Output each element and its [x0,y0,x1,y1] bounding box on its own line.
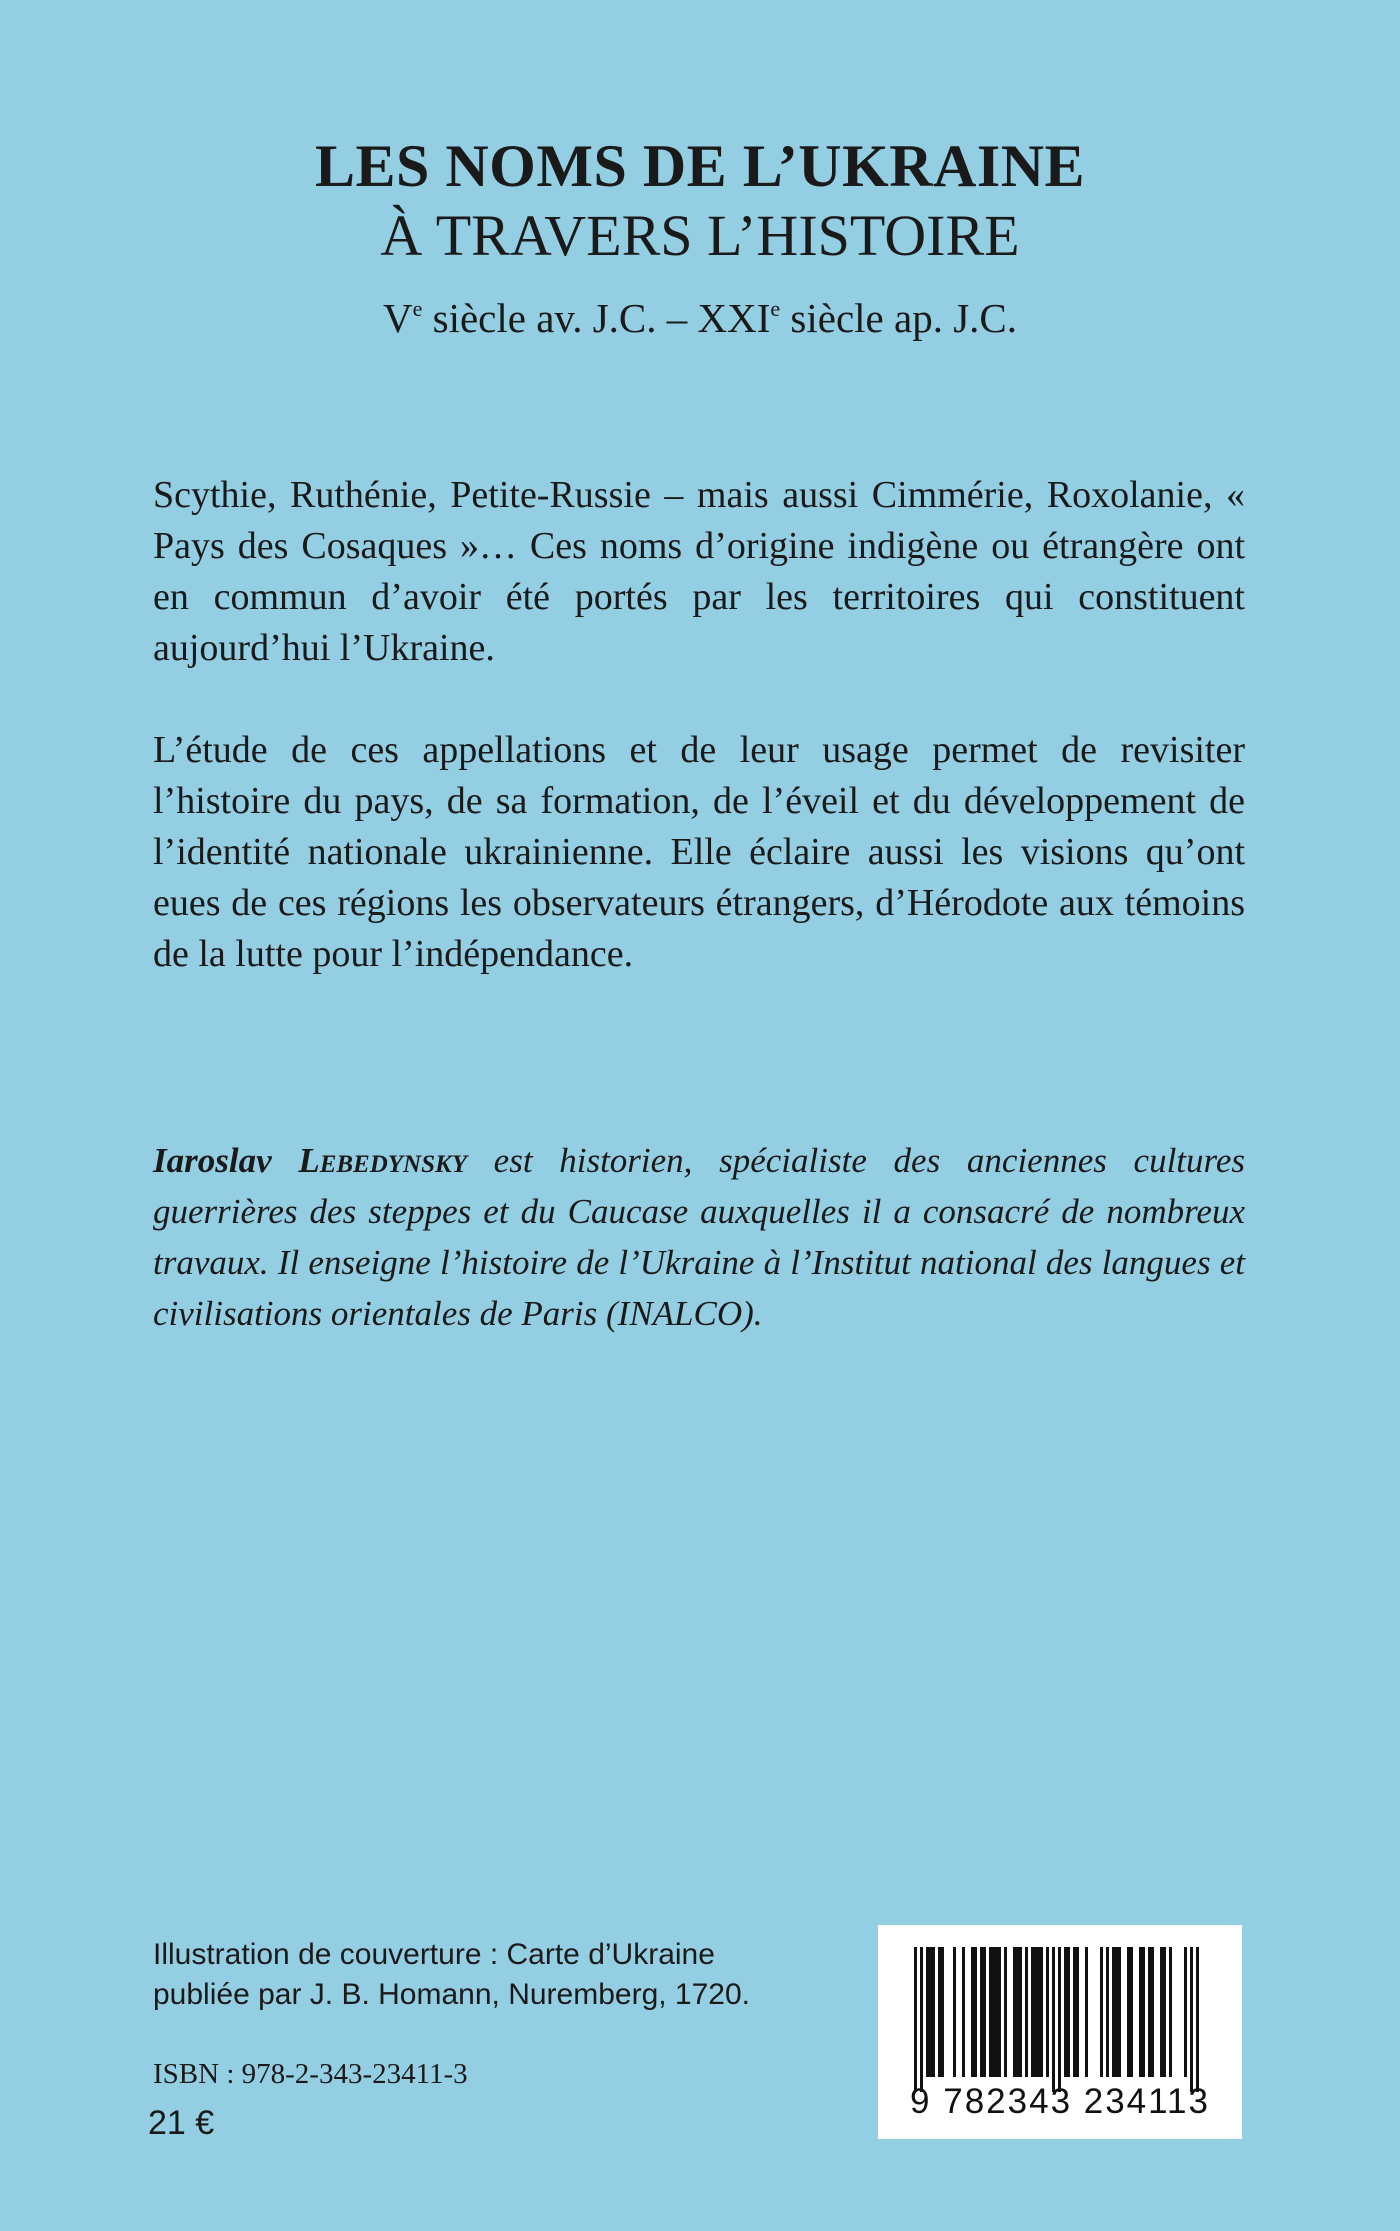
barcode-bar [914,1947,917,2092]
barcode-bar [1046,1947,1049,2077]
description-paragraph-2: L’étude de ces appellations et de leur usage permet de revisiter l’histoire du pays, de sa formation, de l’éveil et du développement de l’identité nationale ukrainienne. Elle éclaire aussi les visions qu’ont eues de ces régions les observateurs étrangers, d’Hérodote aux témoins de la lutte pour l’indépendance. [153,729,1245,975]
period-end-roman: XXI [697,295,771,341]
barcode-bar [992,1947,995,2077]
barcode-bar [1184,1947,1187,2077]
barcode-bar [1100,1947,1103,2077]
barcode-bar [1115,1947,1118,2077]
cover-illustration-credit [153,1935,793,2015]
barcode-bar [995,1947,998,2077]
book-title: LES NOMS DE L’UKRAINE [314,133,1086,199]
period-end-rest: siècle ap. J.C. [780,295,1018,341]
barcode-bar [1112,1947,1115,2077]
barcode-bar [1163,1947,1166,2077]
isbn: ISBN : 978-2-343-23411-3 [153,2058,468,2090]
barcode-digits: 9 782343 234113 [910,2082,1210,2121]
barcode-bar [1037,1947,1040,2077]
barcode-bar [1019,1947,1022,2077]
barcode-bar [1064,1947,1067,2077]
barcode-bar [1058,1947,1061,2092]
barcode-bar [1085,1947,1088,2077]
period-start-sup: e [412,296,423,321]
period-end-sup: e [770,296,781,321]
barcode-bar [980,1947,983,2077]
barcode-bar [1106,1947,1109,2077]
barcode-bar [1004,1947,1007,2077]
barcode-bar [920,1947,923,2092]
barcode-bar [1040,1947,1043,2077]
barcode-bar [1076,1947,1079,2077]
barcode-bar [1052,1947,1055,2092]
barcode-bar [1013,1947,1016,2077]
barcode-bar [1130,1947,1133,2077]
description-paragraph-1: Scythie, Ruthénie, Petite-Russie – mais aussi Cimmérie, Roxolanie, « Pays des Cosaques »… Ces noms d’origine indigène ou étrangère ont en commun d’avoir été portés par les territoires qui constituent aujourd’hui l’Ukraine. [153,474,1245,669]
author-first-name: Iaroslav [153,1141,272,1180]
period-range [0,292,1400,344]
barcode-bar [989,1947,992,2077]
credit-line-1: Illustration de couverture : Carte d’Ukraine [153,1938,715,1971]
barcode-bar [1118,1947,1121,2077]
barcode-bar [1127,1947,1130,2077]
barcode-bar [1034,1947,1037,2077]
barcode-bar [953,1947,956,2077]
barcode-bar [1151,1947,1154,2077]
barcode-bar [983,1947,986,2077]
author-last-name: Lebedynsky [298,1141,467,1180]
barcode-bar [1025,1947,1028,2077]
barcode-bar [1016,1947,1019,2077]
barcode-bar [1160,1947,1163,2077]
barcode-bar [971,1947,974,2077]
barcode-bar [1169,1947,1172,2077]
barcode-bar [1031,1947,1034,2077]
barcode-bar [1139,1947,1142,2077]
barcode-bar [962,1947,965,2077]
barcode-bar [938,1947,941,2077]
barcode-bar [998,1947,1001,2077]
credit-line-2: publiée par J. B. Homann, Nuremberg, 1720. [153,1978,750,2011]
barcode-bar [1196,1947,1199,2092]
barcode-bar [1190,1947,1193,2092]
barcode-bar [926,1947,929,2077]
barcode-bar [1148,1947,1151,2077]
barcode [878,1925,1242,2139]
barcode-bar [1073,1947,1076,2077]
price: 21 € [148,2104,215,2142]
barcode-bar [1142,1947,1145,2077]
barcode-bar [932,1947,935,2077]
author-bio-text: est historien, spécialiste des anciennes cultures guerrières des steppes et du Caucase auxquelles il a consacré de nombreux travaux. Il enseigne l’histoire de l’Ukraine à l’Institut national des langues et civilisations orientales de Paris (INALCO). [153,1141,1246,1333]
book-subtitle: À TRAVERS L’HISTOIRE [380,203,1020,268]
barcode-bar [929,1947,932,2077]
author-bio [153,1135,1245,1339]
period-start-rest: siècle av. J.C. – [422,295,698,341]
barcode-bar [1067,1947,1070,2077]
barcode-bar [941,1947,944,2077]
period-start-roman: V [382,295,413,341]
barcode-bar [974,1947,977,2077]
title-block [0,130,1400,344]
